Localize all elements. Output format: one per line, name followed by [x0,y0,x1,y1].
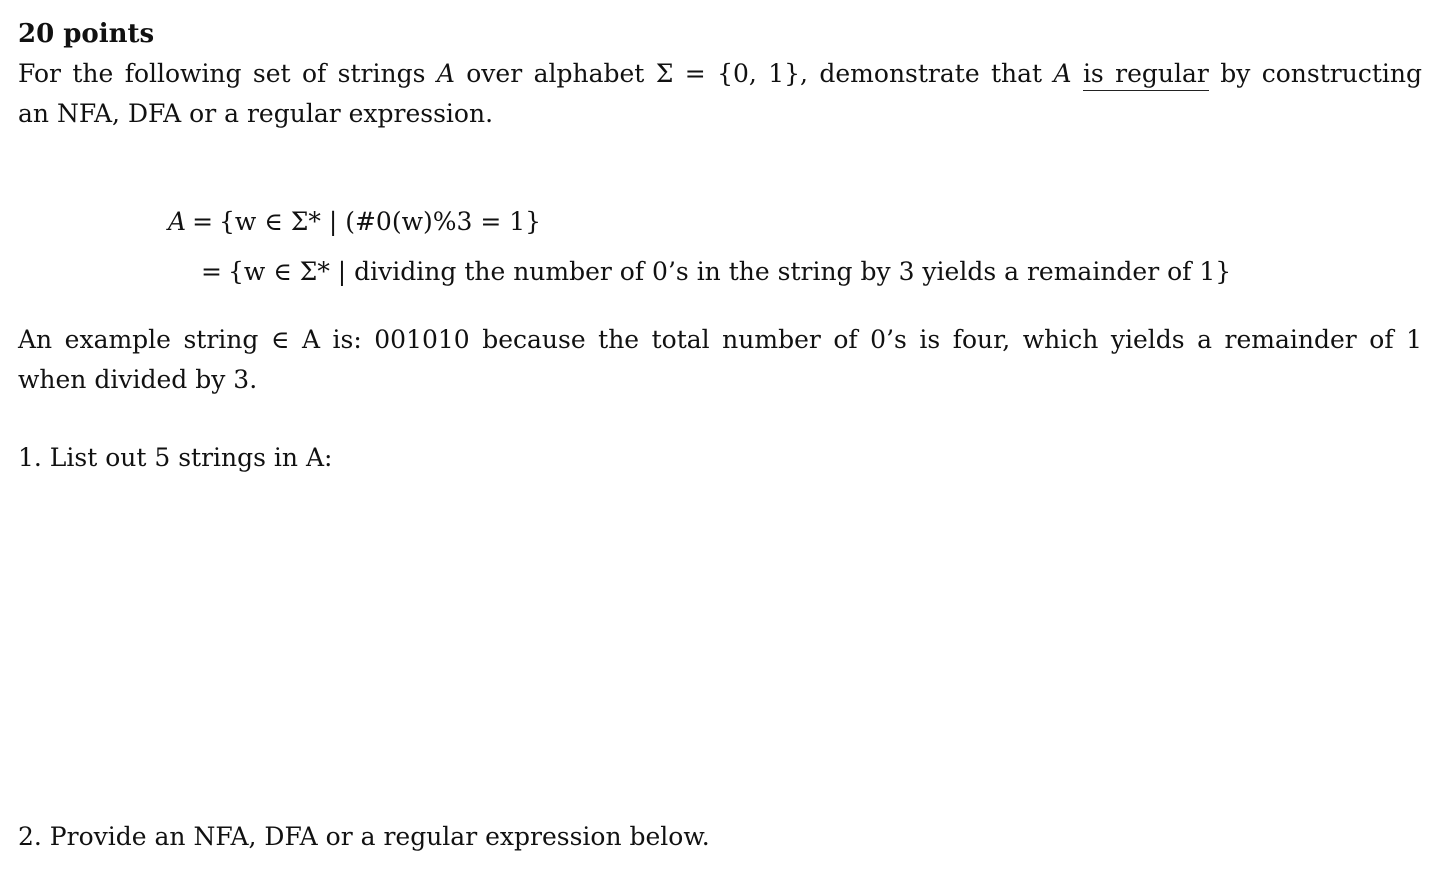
is-regular-underlined: is regular [1083,59,1209,91]
intro-text-2: over alphabet Σ = {0, 1}, demonstrate that [454,59,1054,88]
intro-text-1: For the following set of strings [18,59,437,88]
definition-rhs-1: {w ∈ Σ* | (#0(w)%3 = 1} [219,207,542,236]
example-line-1: An example string ∈ A is: 001010 because the total number of 0’s is four, which yields a remainder of 1 [18,325,1422,354]
definition-lhs: A [168,207,187,236]
intro-line-2: an NFA, DFA or a regular expression. [18,99,494,128]
intro-text-4: by constructing [1208,59,1422,88]
set-variable-a: A [436,59,455,88]
set-variable-a-2: A [1053,59,1072,88]
points-heading: 20 points [18,19,155,49]
question-1: 1. List out 5 strings in A: [18,443,333,472]
definition-equals-2: = [201,257,222,286]
intro-line-1 [18,58,1422,90]
question-2: 2. Provide an NFA, DFA or a regular expression below. [18,822,710,851]
definition-line-2 [195,256,1231,288]
intro-text-3 [1072,59,1083,88]
definition-rhs-2: {w ∈ Σ* | dividing the number of 0’s in the string by 3 yields a remainder of 1} [227,257,1232,286]
definition-line-1 [168,206,541,238]
example-line-2: when divided by 3. [18,365,258,394]
definition-equals-1: = [192,207,214,236]
